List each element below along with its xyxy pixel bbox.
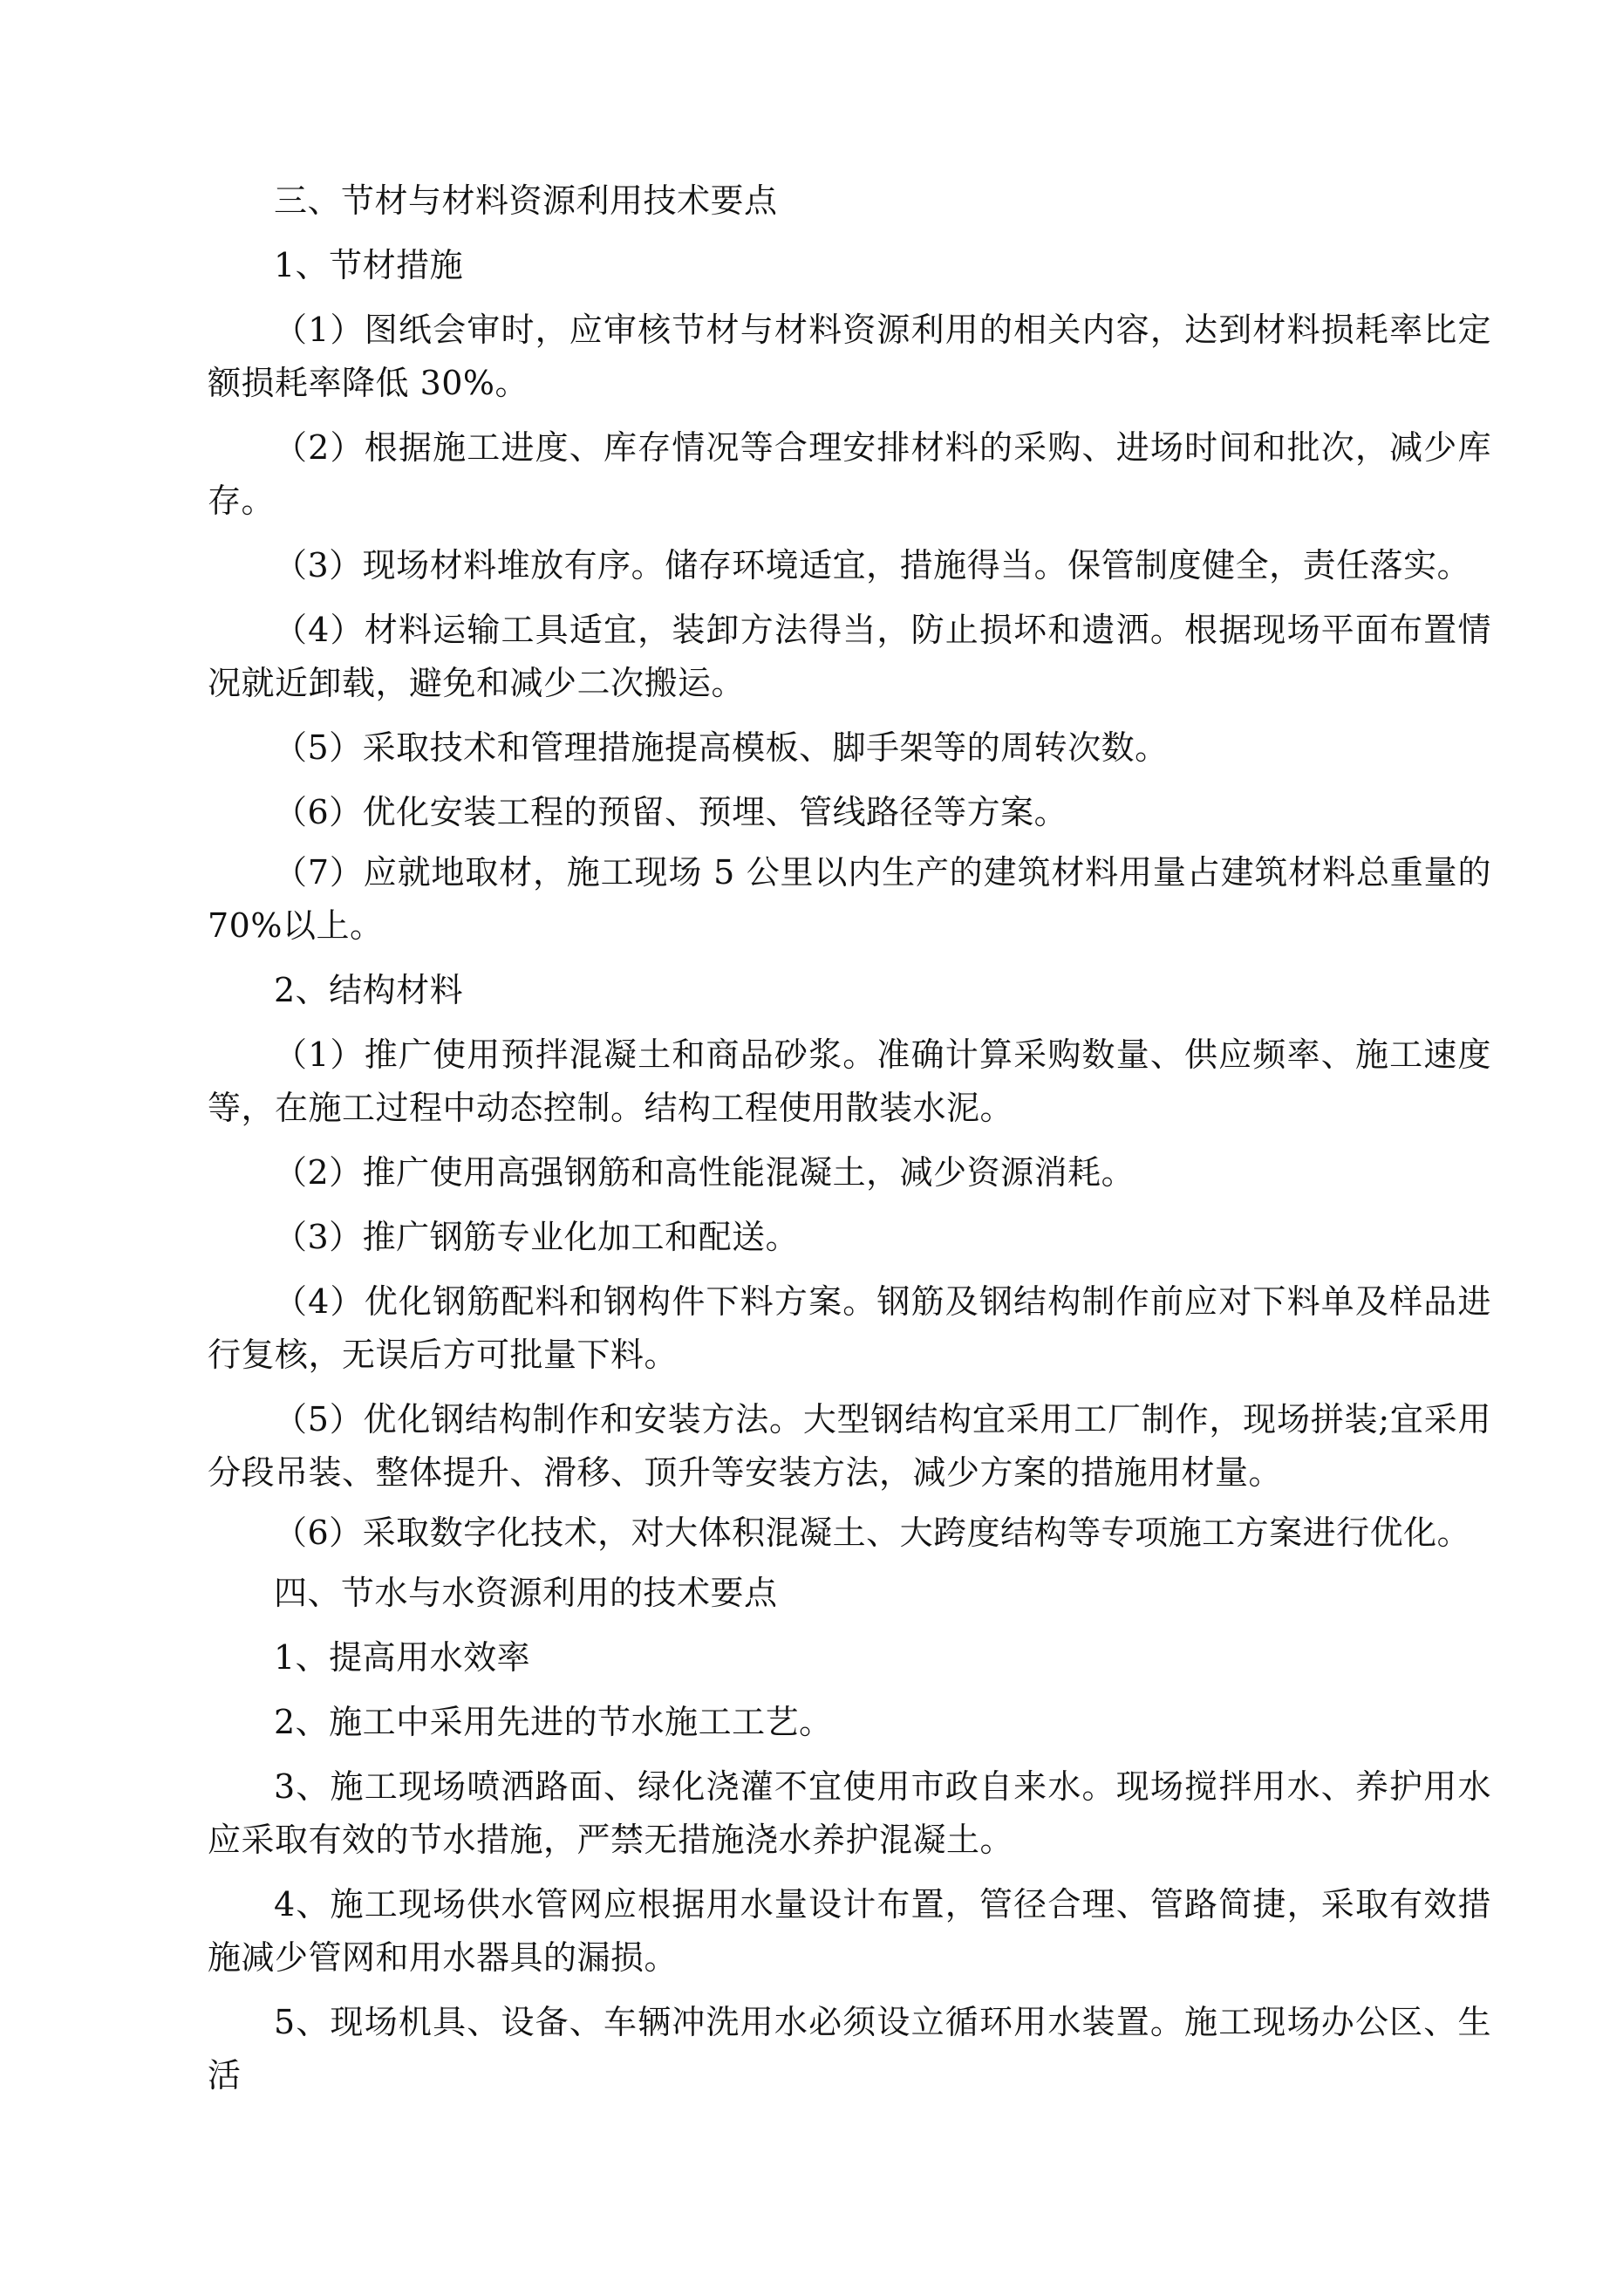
paragraph: （3）现场材料堆放有序。储存环境适宜，措施得当。保管制度健全，责任落实。	[274, 546, 1471, 584]
paragraph: （1）图纸会审时，应审核节材与材料资源利用的相关内容，达到材料损耗率比定额损耗率降低 30%。	[208, 311, 1491, 402]
paragraph: （4）优化钢筋配料和钢构件下料方案。钢筋及钢结构制作前应对下料单及样品进行复核，无误后方可批量下料。	[208, 1282, 1491, 1374]
paragraph: （5）采取技术和管理措施提高模板、脚手架等的周转次数。	[274, 728, 1169, 767]
paragraph: （4）材料运输工具适宜，装卸方法得当，防止损坏和遗洒。根据现场平面布置情况就近卸载，避免和减少二次搬运。	[208, 611, 1491, 702]
subsection-heading-material-measures: 1、节材措施	[274, 246, 464, 284]
document-body	[208, 174, 1491, 2102]
subsection-heading-structural-materials: 2、结构材料	[274, 971, 464, 1009]
section-heading-water-saving: 四、节水与水资源利用的技术要点	[274, 1574, 778, 1612]
paragraph: 3、施工现场喷洒路面、绿化浇灌不宜使用市政自来水。现场搅拌用水、养护用水应采取有效的节水措施，严禁无措施浇水养护混凝土。	[208, 1767, 1491, 1859]
paragraph: （2）推广使用高强钢筋和高性能混凝土，减少资源消耗。	[274, 1153, 1135, 1192]
paragraph: （6）优化安装工程的预留、预埋、管线路径等方案。	[274, 793, 1068, 831]
paragraph: （3）推广钢筋专业化加工和配送。	[274, 1218, 800, 1256]
paragraph: （1）推广使用预拌混凝土和商品砂浆。准确计算采购数量、供应频率、施工速度等，在施工过程中动态控制。结构工程使用散装水泥。	[208, 1035, 1491, 1127]
paragraph: （5）优化钢结构制作和安装方法。大型钢结构宜采用工厂制作，现场拼装;宜采用分段吊装、整体提升、滑移、顶升等安装方法，减少方案的措施用材量。	[208, 1400, 1491, 1492]
paragraph: （7）应就地取材，施工现场 5 公里以内生产的建筑材料用量占建筑材料总重量的 70%以上。	[208, 853, 1491, 945]
subsection-heading-water-efficiency: 1、提高用水效率	[274, 1638, 531, 1677]
paragraph: 2、施工中采用先进的节水施工工艺。	[274, 1703, 833, 1741]
paragraph: （6）采取数字化技术，对大体积混凝土、大跨度结构等专项施工方案进行优化。	[274, 1514, 1471, 1552]
paragraph: （2）根据施工进度、库存情况等合理安排材料的采购、进场时间和批次，减少库存。	[208, 428, 1491, 520]
paragraph: 5、现场机具、设备、车辆冲洗用水必须设立循环用水装置。施工现场办公区、生活	[208, 2003, 1491, 2094]
section-heading-material-saving: 三、节材与材料资源利用技术要点	[274, 181, 778, 220]
paragraph: 4、施工现场供水管网应根据用水量设计布置，管径合理、管路简捷，采取有效措施减少管网和用水器具的漏损。	[208, 1885, 1491, 1977]
